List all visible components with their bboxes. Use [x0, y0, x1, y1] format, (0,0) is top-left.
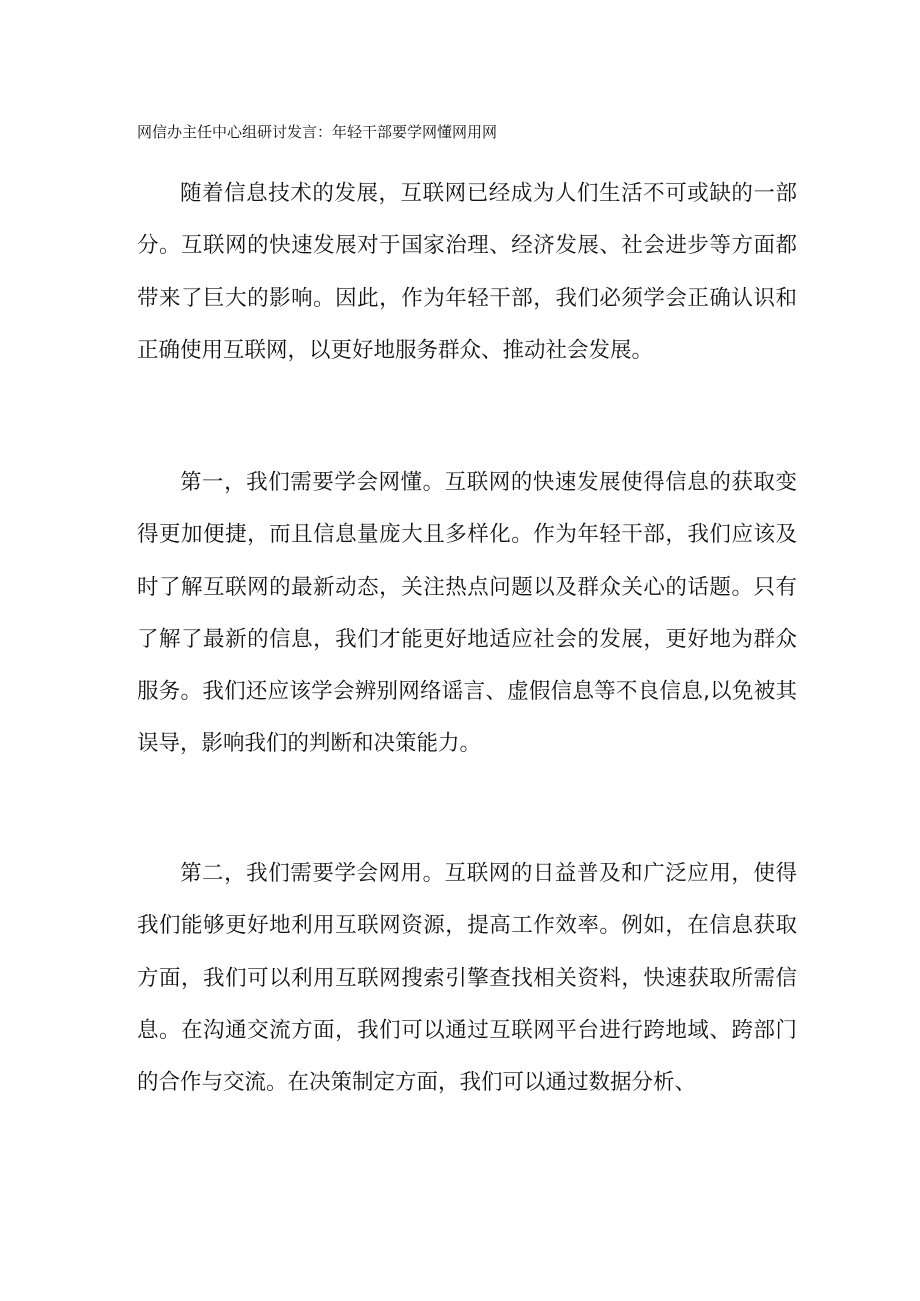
paragraph-intro: 随着信息技术的发展，互联网已经成为人们生活不可或缺的一部分。互联网的快速发展对于国家治理、经济发展、社会进步等方面都带来了巨大的影响。因此，作为年轻干部，我们必须学会正确认识和正确使用互联网，以更好地服务群众、推动社会发展。	[137, 181, 797, 363]
paragraph-first-point: 第一，我们需要学会网懂。互联网的快速发展使得信息的获取变得更加便捷，而且信息量庞大且多样化。作为年轻干部，我们应该及时了解互联网的最新动态，关注热点问题以及群众关心的话题。只有了解了最新的信息，我们才能更好地适应社会的发展，更好地为群众服务。我们还应该学会辨别网络谣言、虚假信息等不良信息,以免被其误导，影响我们的判断和决策能力。	[137, 470, 797, 757]
document-title: 网信办主任中心组研讨发言：年轻干部要学网懂网用网	[137, 123, 498, 141]
paragraph-second-point: 第二，我们需要学会网用。互联网的日益普及和广泛应用，使得我们能够更好地利用互联网资源，提高工作效率。例如，在信息获取方面，我们可以利用互联网搜索引擎查找相关资料，快速获取所需信息。在沟通交流方面，我们可以通过互联网平台进行跨地域、跨部门的合作与交流。在决策制定方面，我们可以通过数据分析、	[137, 861, 797, 1096]
